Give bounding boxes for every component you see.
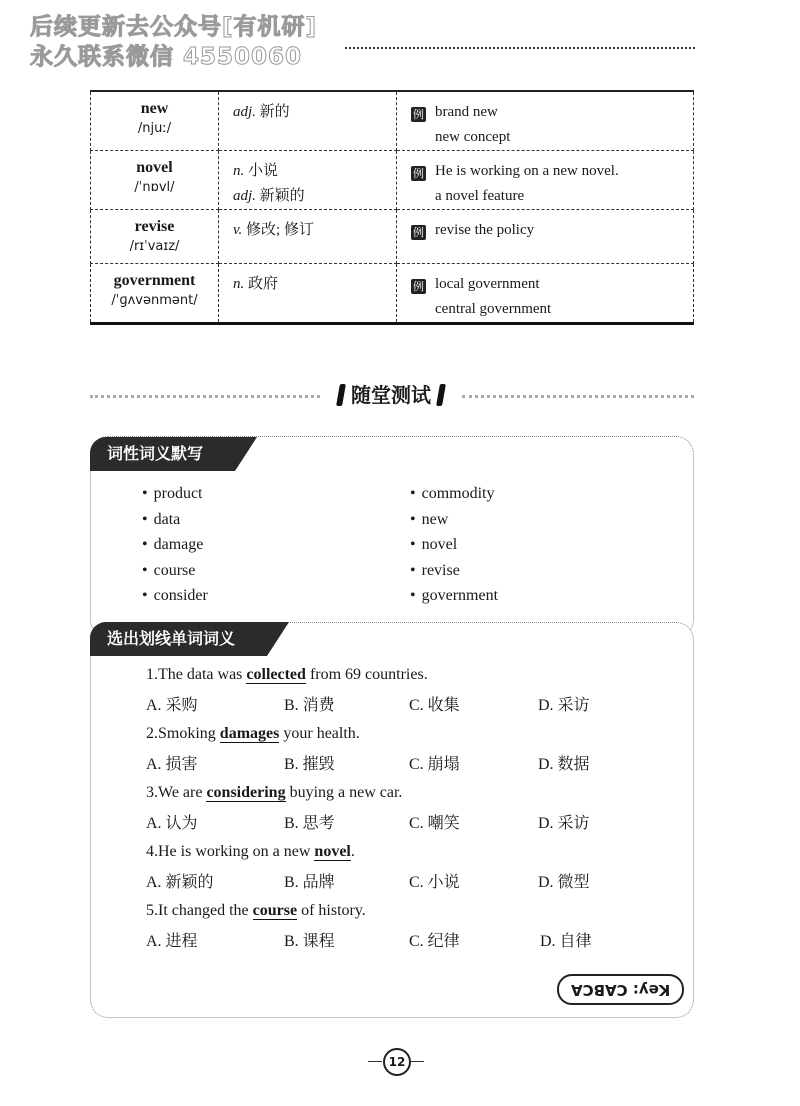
- example-label-icon: 例: [413, 167, 424, 180]
- title-bar-right-icon: [436, 384, 446, 406]
- table-row: [91, 91, 694, 151]
- header-divider: [345, 47, 695, 49]
- option-b: B. 品牌: [284, 874, 335, 891]
- option-c: C. 纪律: [409, 933, 460, 950]
- option-d: D. 数据: [538, 756, 590, 773]
- list-item: • damage: [142, 532, 208, 558]
- option-d: D. 采访: [538, 697, 590, 714]
- example: revise the policy: [435, 222, 535, 238]
- page-number: 12: [383, 1048, 411, 1076]
- vocab-word: revise: [134, 218, 175, 235]
- definition: 政府: [248, 276, 279, 292]
- list-item: • commodity: [410, 481, 498, 507]
- option-a: A. 进程: [146, 933, 198, 950]
- part-of-speech: adj.: [233, 104, 256, 120]
- question-text: 2.Smoking: [146, 725, 220, 742]
- underlined-word: considering: [206, 784, 286, 801]
- list-item: • novel: [410, 532, 498, 558]
- question-5: [146, 902, 366, 920]
- underlined-word: course: [252, 902, 298, 919]
- option-b: B. 消费: [284, 697, 335, 714]
- underlined-word: damages: [219, 725, 280, 742]
- part-of-speech: v.: [233, 222, 243, 238]
- word-list-left: [142, 481, 208, 609]
- list-item: • consider: [142, 583, 208, 609]
- section-title-text: 随堂测试: [351, 383, 431, 407]
- part-of-speech: n.: [233, 276, 245, 292]
- question-text: 5.It changed the: [146, 902, 253, 919]
- vocab-ipa: /rɪˈvaɪz/: [129, 239, 180, 254]
- list-item: • product: [142, 481, 208, 507]
- list-item: • course: [142, 558, 208, 584]
- option-a: A. 损害: [146, 756, 198, 773]
- option-a: A. 认为: [146, 815, 198, 832]
- definition: 小说: [248, 163, 279, 179]
- option-d: D. 自律: [540, 933, 592, 950]
- option-d: D. 采访: [538, 815, 590, 832]
- underlined-word: collected: [246, 666, 306, 683]
- option-a: A. 采购: [146, 697, 198, 714]
- example-label-icon: 例: [413, 280, 424, 293]
- list-item: • government: [410, 583, 498, 609]
- option-b: B. 摧毁: [284, 756, 335, 773]
- page-number-line-left: [368, 1061, 382, 1062]
- part2-tab: 选出划线单词词义: [90, 622, 267, 656]
- part-of-speech: adj.: [233, 188, 256, 204]
- part1-tab: 词性词义默写: [90, 437, 235, 471]
- example: central government: [435, 301, 552, 317]
- vocab-ipa: /ˈnɒvl/: [134, 180, 175, 195]
- option-c: C. 小说: [409, 874, 460, 891]
- vocab-word: government: [113, 272, 196, 289]
- page-number-line-right: [410, 1061, 424, 1062]
- list-item: • data: [142, 507, 208, 533]
- answer-key-value: CABCA: [570, 981, 628, 999]
- section-divider-left: [90, 395, 320, 398]
- vocab-word: novel: [136, 159, 173, 176]
- example: new concept: [435, 129, 511, 145]
- table-row: [91, 264, 694, 324]
- underlined-word: novel: [314, 843, 351, 860]
- example: local government: [435, 276, 540, 292]
- question-text: of history.: [297, 902, 366, 919]
- definition: 新的: [259, 104, 290, 120]
- option-d: D. 微型: [538, 874, 590, 891]
- watermark-line-2: 永久联系微信 4550060: [30, 44, 303, 70]
- example-label-icon: 例: [413, 108, 424, 121]
- question-text: .: [350, 843, 355, 860]
- list-item: • revise: [410, 558, 498, 584]
- option-c: C. 嘲笑: [409, 815, 460, 832]
- table-row: [91, 151, 694, 210]
- question-text: 3.We are: [146, 784, 207, 801]
- part-of-speech: n.: [233, 163, 245, 179]
- example-label-icon: 例: [413, 226, 424, 239]
- definition: 新颖的: [259, 188, 305, 204]
- example: He is working on a new novel.: [435, 163, 619, 179]
- vocab-word: new: [140, 100, 169, 117]
- vocabulary-table: [90, 90, 694, 325]
- table-row: [91, 210, 694, 264]
- question-text: from 69 countries.: [305, 666, 428, 683]
- answer-key-text: [571, 976, 670, 1003]
- answer-key: [557, 974, 684, 1005]
- option-c: C. 崩塌: [409, 756, 460, 773]
- vocab-ipa: /njuː/: [137, 121, 172, 136]
- question-text: buying a new car.: [285, 784, 403, 801]
- definition: 修改; 修订: [246, 222, 314, 238]
- question-4: [146, 843, 355, 861]
- example: brand new: [435, 104, 498, 120]
- question-2: [146, 725, 360, 743]
- vocab-ipa: /ˈɡʌvənmənt/: [111, 293, 198, 308]
- watermark-line-1: 后续更新去公众号[有机研]: [30, 14, 318, 40]
- option-c: C. 收集: [409, 697, 460, 714]
- example: a novel feature: [435, 188, 525, 204]
- word-list-right: [410, 481, 498, 609]
- option-a: A. 新颖的: [146, 874, 214, 891]
- title-bar-left-icon: [336, 384, 346, 406]
- question-3: [146, 784, 402, 802]
- question-text: 1.The data was: [146, 666, 247, 683]
- option-b: B. 思考: [284, 815, 335, 832]
- list-item: • new: [410, 507, 498, 533]
- section-divider-right: [462, 395, 694, 398]
- question-text: 4.He is working on a new: [146, 843, 315, 860]
- question-1: [146, 666, 428, 684]
- answer-key-label: Key:: [632, 981, 671, 999]
- section-title: [326, 380, 456, 410]
- question-text: your health.: [279, 725, 360, 742]
- option-b: B. 课程: [284, 933, 335, 950]
